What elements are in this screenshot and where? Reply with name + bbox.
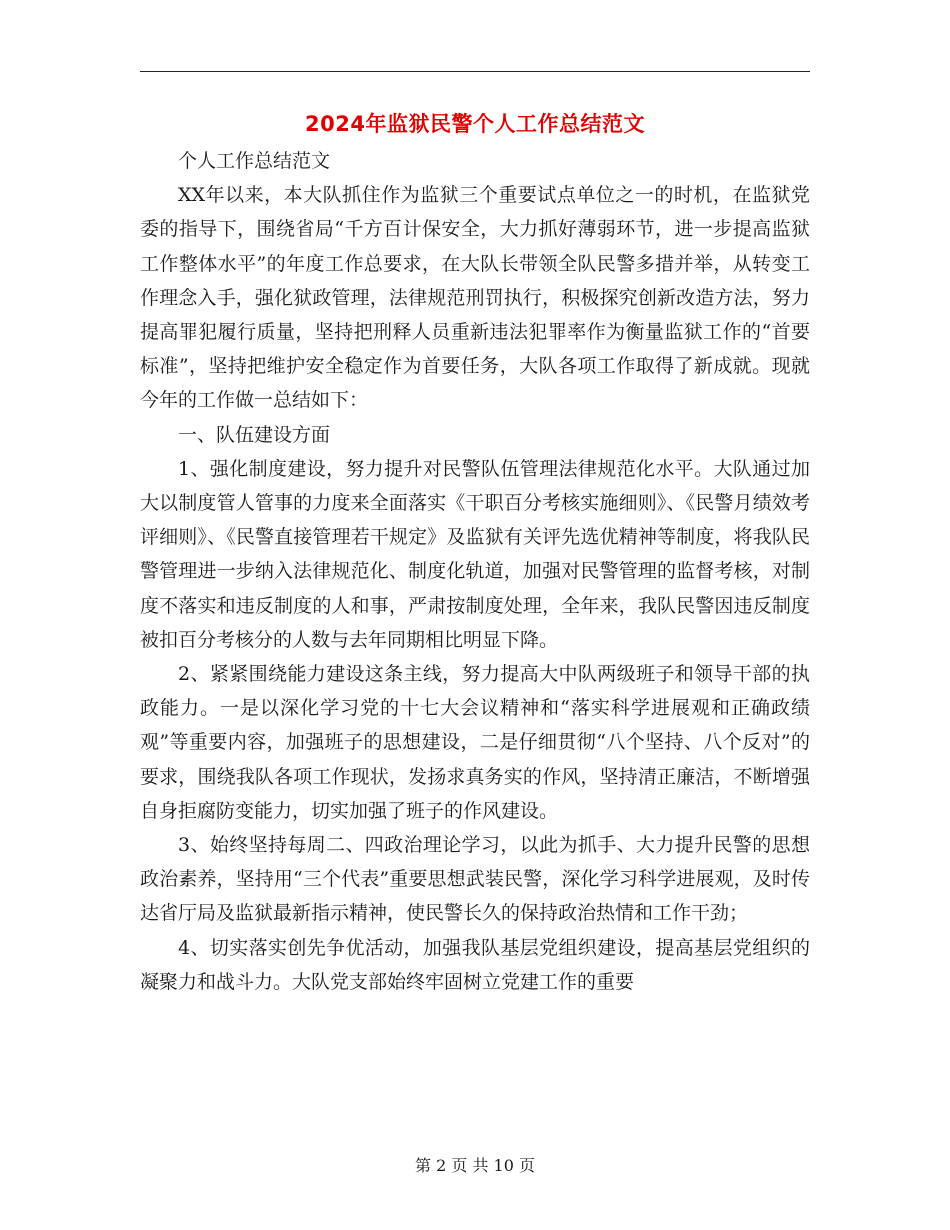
paragraph: 1、强化制度建设，努力提升对民警队伍管理法律规范化水平。大队通过加大以制度管人管事的力度来全面落实《干职百分考核实施细则》、《民警月绩效考评细则》、《民警直接管理若干规定》及监狱有关评先选优精神等制度，将我队民警管理进一步纳入法律规范化、制度化轨道，加强对民警管理的监督考核，对制度不落实和违反制度的人和事，严肃按制度处理，全年来，我队民警因违反制度被扣百分考核分的人数与去年同期相比明显下降。 [140, 457, 810, 651]
header-rule [140, 71, 810, 72]
paragraph: 3、始终坚持每周二、四政治理论学习，以此为抓手、大力提升民警的思想政治素养，坚持用“三个代表”重要思想武装民警，深化学习科学进展观，及时传达省厅局及监狱最新指示精神，使民警长久的保持政治热情和工作干劲； [140, 834, 810, 925]
document-title: 2024年监狱民警个人工作总结范文 [305, 112, 645, 136]
document-body [140, 144, 810, 999]
paragraph: 4、切实落实创先争优活动，加强我队基层党组织建设，提高基层党组织的凝聚力和战斗力。大队党支部始终牢固树立党建工作的重要 [140, 936, 810, 993]
paragraph: XX年以来，本大队抓住作为监狱三个重要试点单位之一的时机，在监狱党委的指导下，围绕省局“千方百计保安全，大力抓好薄弱环节，进一步提高监狱工作整体水平”的年度工作总要求，在大队长带领全队民警多措并举，从转变工作理念入手，强化狱政管理，法律规范刑罚执行，积极探究创新改造方法，努力提高罪犯履行质量，坚持把刑释人员重新违法犯罪率作为衡量监狱工作的“首要标准”，坚持把维护安全稳定作为首要任务，大队各项工作取得了新成就。现就今年的工作做一总结如下： [140, 184, 810, 412]
paragraph: 2、紧紧围绕能力建设这条主线，努力提高大中队两级班子和领导干部的执政能力。一是以深化学习党的十七大会议精神和“落实科学进展观和正确政绩观”等重要内容，加强班子的思想建设，二是仔细贯彻“八个坚持、八个反对”的要求，围绕我队各项工作现状，发扬求真务实的作风，坚持清正廉洁，不断增强自身拒腐防变能力，切实加强了班子的作风建设。 [140, 663, 810, 822]
page-number-footer: 第 2 页 共 10 页 [415, 1156, 535, 1175]
section-heading: 一、队伍建设方面 [178, 423, 331, 446]
paragraph: 个人工作总结范文 [178, 150, 331, 172]
